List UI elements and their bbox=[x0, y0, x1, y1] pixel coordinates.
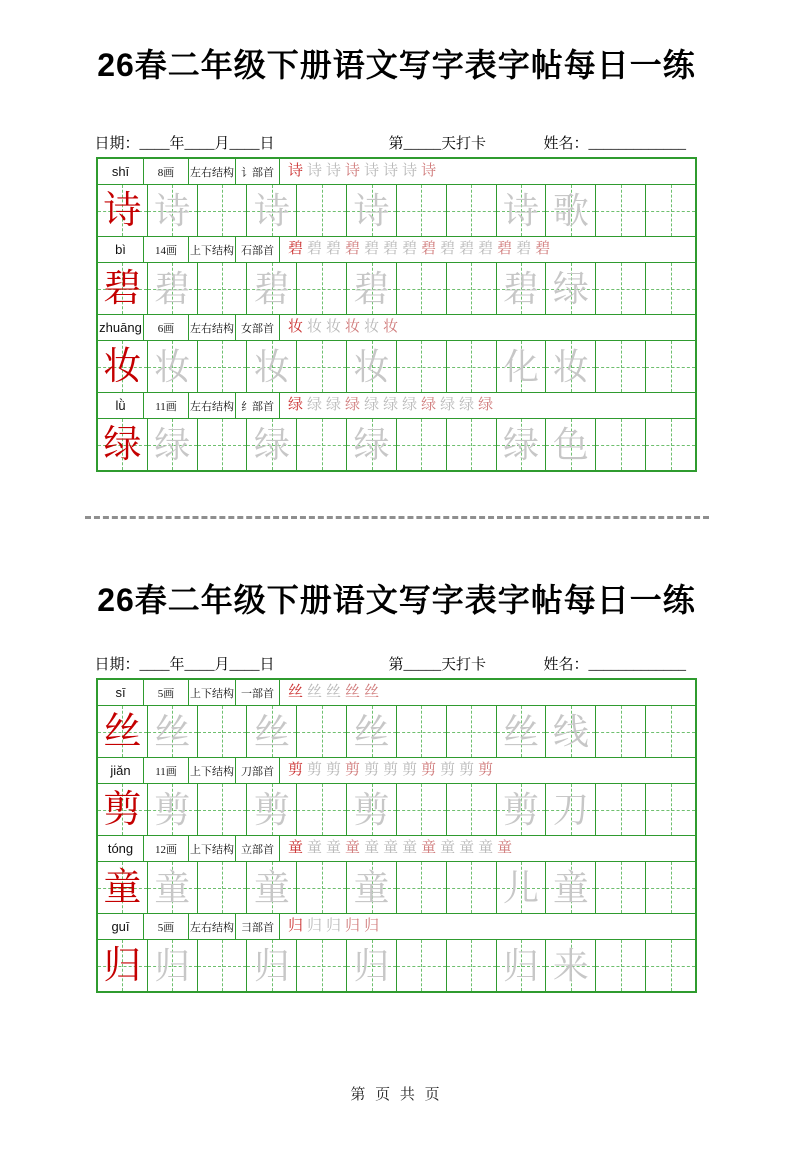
practice-cell bbox=[596, 419, 646, 470]
practice-cell bbox=[148, 263, 198, 314]
practice-cell bbox=[397, 341, 447, 392]
stroke-count-label: 12画 bbox=[144, 836, 189, 861]
character-info-row bbox=[98, 393, 695, 419]
practice-cell bbox=[397, 419, 447, 470]
main-character-cell bbox=[98, 862, 148, 913]
practice-cell bbox=[546, 263, 596, 314]
practice-cell bbox=[148, 341, 198, 392]
practice-cell bbox=[497, 862, 547, 913]
character-info-row bbox=[98, 836, 695, 862]
practice-cell bbox=[148, 862, 198, 913]
stroke-step-glyph: 童 bbox=[459, 840, 475, 856]
stroke-step-glyph: 童 bbox=[421, 840, 437, 856]
practice-cell bbox=[347, 784, 397, 835]
practice-cell bbox=[297, 341, 347, 392]
practice-cell bbox=[198, 185, 248, 236]
stroke-step-glyph: 剪 bbox=[345, 762, 361, 778]
practice-cell bbox=[198, 419, 248, 470]
stroke-step-glyph: 诗 bbox=[326, 163, 342, 179]
trace-character: 归 bbox=[154, 945, 191, 986]
stroke-step-glyph: 诗 bbox=[383, 163, 399, 179]
practice-cell bbox=[148, 419, 198, 470]
stroke-step-glyph: 剪 bbox=[459, 762, 475, 778]
practice-row bbox=[98, 341, 695, 393]
main-character-cell bbox=[98, 341, 148, 392]
stroke-step-glyph: 童 bbox=[497, 840, 513, 856]
stroke-step-glyph: 剪 bbox=[402, 762, 418, 778]
practice-cell bbox=[497, 263, 547, 314]
practice-cell bbox=[397, 185, 447, 236]
trace-character: 剪 bbox=[154, 789, 191, 830]
practice-cell bbox=[198, 263, 248, 314]
main-character: 童 bbox=[103, 866, 142, 909]
date-line bbox=[95, 653, 699, 675]
stroke-step-glyph: 诗 bbox=[345, 163, 361, 179]
structure-label: 左右结构 bbox=[189, 914, 236, 939]
stroke-order-sequence bbox=[280, 914, 695, 939]
stroke-step-glyph: 童 bbox=[440, 840, 456, 856]
stroke-step-glyph: 绿 bbox=[421, 397, 437, 413]
main-character-cell bbox=[98, 784, 148, 835]
practice-cell bbox=[447, 341, 497, 392]
stroke-count-label: 11画 bbox=[144, 393, 189, 418]
stroke-step-glyph: 剪 bbox=[478, 762, 494, 778]
trace-character: 妆 bbox=[552, 346, 589, 387]
practice-cell bbox=[546, 341, 596, 392]
practice-cell bbox=[447, 784, 497, 835]
practice-row bbox=[98, 940, 695, 991]
practice-cell bbox=[497, 341, 547, 392]
practice-row bbox=[98, 185, 695, 237]
structure-label: 上下结构 bbox=[189, 680, 236, 705]
practice-cell bbox=[247, 263, 297, 314]
practice-cell bbox=[198, 706, 248, 757]
practice-cell bbox=[397, 862, 447, 913]
character-info-row bbox=[98, 914, 695, 940]
practice-cell bbox=[247, 784, 297, 835]
practice-cell bbox=[646, 940, 695, 991]
writing-practice-table bbox=[96, 157, 697, 472]
practice-row bbox=[98, 263, 695, 315]
character-info-row bbox=[98, 315, 695, 341]
trace-character: 归 bbox=[353, 945, 390, 986]
main-character: 绿 bbox=[103, 423, 142, 466]
stroke-step-glyph: 碧 bbox=[459, 241, 475, 257]
stroke-step-glyph: 剪 bbox=[307, 762, 323, 778]
stroke-step-glyph: 丝 bbox=[326, 684, 342, 700]
practice-cell bbox=[347, 862, 397, 913]
stroke-step-glyph: 诗 bbox=[364, 163, 380, 179]
stroke-step-glyph: 诗 bbox=[307, 163, 323, 179]
structure-label: 上下结构 bbox=[189, 836, 236, 861]
writing-practice-table bbox=[96, 678, 697, 993]
trace-character: 妆 bbox=[154, 346, 191, 387]
stroke-step-glyph: 碧 bbox=[497, 241, 513, 257]
radical-label: 石部首 bbox=[236, 237, 280, 262]
practice-cell bbox=[497, 940, 547, 991]
trace-character: 童 bbox=[154, 867, 191, 908]
practice-cell bbox=[397, 706, 447, 757]
stroke-step-glyph: 绿 bbox=[383, 397, 399, 413]
pinyin-label: lǜ bbox=[98, 393, 144, 418]
trace-character: 妆 bbox=[353, 346, 390, 387]
pinyin-label: jiǎn bbox=[98, 758, 144, 783]
trace-character: 丝 bbox=[253, 711, 290, 752]
main-character-cell bbox=[98, 940, 148, 991]
trace-character: 碧 bbox=[253, 268, 290, 309]
practice-cell bbox=[546, 706, 596, 757]
trace-character: 童 bbox=[253, 867, 290, 908]
stroke-step-glyph: 丝 bbox=[345, 684, 361, 700]
practice-cell bbox=[198, 341, 248, 392]
stroke-step-glyph: 碧 bbox=[383, 241, 399, 257]
practice-cell bbox=[347, 706, 397, 757]
trace-character: 诗 bbox=[503, 190, 540, 231]
structure-label: 上下结构 bbox=[189, 237, 236, 262]
stroke-count-label: 11画 bbox=[144, 758, 189, 783]
practice-cell bbox=[148, 784, 198, 835]
character-info-row bbox=[98, 159, 695, 185]
trace-character: 诗 bbox=[353, 190, 390, 231]
trace-character: 绿 bbox=[253, 424, 290, 465]
stroke-step-glyph: 妆 bbox=[383, 319, 399, 335]
stroke-step-glyph: 丝 bbox=[288, 684, 304, 700]
stroke-step-glyph: 诗 bbox=[402, 163, 418, 179]
checkin-day-field: 第_____天打卡 bbox=[388, 657, 487, 673]
main-character: 剪 bbox=[103, 788, 142, 831]
stroke-step-glyph: 妆 bbox=[364, 319, 380, 335]
stroke-step-glyph: 妆 bbox=[326, 319, 342, 335]
trace-character: 童 bbox=[353, 867, 390, 908]
stroke-step-glyph: 碧 bbox=[478, 241, 494, 257]
trace-character: 碧 bbox=[154, 268, 191, 309]
stroke-step-glyph: 归 bbox=[326, 918, 342, 934]
practice-cell bbox=[347, 341, 397, 392]
practice-cell bbox=[297, 185, 347, 236]
character-info-row bbox=[98, 758, 695, 784]
stroke-step-glyph: 童 bbox=[307, 840, 323, 856]
trace-character: 童 bbox=[552, 867, 589, 908]
trace-character: 丝 bbox=[503, 711, 540, 752]
name-field: 姓名：_____________ bbox=[543, 136, 687, 152]
trace-character: 剪 bbox=[253, 789, 290, 830]
practice-cell bbox=[646, 706, 695, 757]
worksheet-page bbox=[0, 46, 793, 1168]
practice-cell bbox=[596, 263, 646, 314]
pinyin-label: zhuāng bbox=[98, 315, 144, 340]
character-info-row bbox=[98, 680, 695, 706]
stroke-step-glyph: 剪 bbox=[364, 762, 380, 778]
stroke-step-glyph: 绿 bbox=[478, 397, 494, 413]
pinyin-label: tóng bbox=[98, 836, 144, 861]
practice-cell bbox=[546, 784, 596, 835]
stroke-step-glyph: 妆 bbox=[307, 319, 323, 335]
stroke-step-glyph: 碧 bbox=[345, 241, 361, 257]
trace-character: 剪 bbox=[353, 789, 390, 830]
trace-character: 绿 bbox=[154, 424, 191, 465]
trace-character: 绿 bbox=[503, 424, 540, 465]
stroke-step-glyph: 绿 bbox=[402, 397, 418, 413]
practice-cell bbox=[646, 341, 695, 392]
stroke-order-sequence bbox=[280, 237, 695, 262]
stroke-step-glyph: 童 bbox=[478, 840, 494, 856]
practice-cell bbox=[247, 341, 297, 392]
trace-character: 儿 bbox=[503, 867, 540, 908]
main-character: 诗 bbox=[103, 189, 142, 232]
practice-cell bbox=[447, 862, 497, 913]
practice-cell bbox=[347, 419, 397, 470]
practice-cell bbox=[546, 185, 596, 236]
practice-cell bbox=[297, 940, 347, 991]
radical-label: 女部首 bbox=[236, 315, 280, 340]
stroke-step-glyph: 剪 bbox=[383, 762, 399, 778]
stroke-step-glyph: 童 bbox=[326, 840, 342, 856]
trace-character: 绿 bbox=[353, 424, 390, 465]
stroke-step-glyph: 剪 bbox=[288, 762, 304, 778]
practice-cell bbox=[646, 862, 695, 913]
main-character: 归 bbox=[103, 944, 142, 987]
stroke-step-glyph: 碧 bbox=[535, 241, 551, 257]
structure-label: 左右结构 bbox=[189, 159, 236, 184]
practice-cell bbox=[148, 940, 198, 991]
stroke-step-glyph: 绿 bbox=[364, 397, 380, 413]
date-field: 日期：____年____月____日 bbox=[94, 136, 275, 152]
practice-cell bbox=[447, 263, 497, 314]
practice-cell bbox=[546, 419, 596, 470]
practice-cell bbox=[596, 784, 646, 835]
practice-section-2 bbox=[0, 581, 793, 993]
stroke-step-glyph: 丝 bbox=[364, 684, 380, 700]
stroke-step-glyph: 剪 bbox=[421, 762, 437, 778]
stroke-count-label: 6画 bbox=[144, 315, 189, 340]
practice-cell bbox=[596, 940, 646, 991]
structure-label: 上下结构 bbox=[189, 758, 236, 783]
practice-cell bbox=[297, 419, 347, 470]
name-field: 姓名：_____________ bbox=[543, 657, 687, 673]
main-character-cell bbox=[98, 706, 148, 757]
date-field: 日期：____年____月____日 bbox=[94, 657, 275, 673]
stroke-step-glyph: 诗 bbox=[421, 163, 437, 179]
stroke-step-glyph: 童 bbox=[364, 840, 380, 856]
stroke-step-glyph: 童 bbox=[402, 840, 418, 856]
practice-cell bbox=[497, 784, 547, 835]
practice-cell bbox=[497, 419, 547, 470]
practice-row bbox=[98, 862, 695, 914]
trace-character: 归 bbox=[503, 945, 540, 986]
practice-cell bbox=[646, 419, 695, 470]
trace-character: 歌 bbox=[552, 190, 589, 231]
practice-cell bbox=[397, 784, 447, 835]
practice-cell bbox=[247, 862, 297, 913]
trace-character: 碧 bbox=[503, 268, 540, 309]
stroke-count-label: 5画 bbox=[144, 680, 189, 705]
trace-character: 色 bbox=[552, 424, 589, 465]
practice-cell bbox=[198, 784, 248, 835]
stroke-step-glyph: 绿 bbox=[459, 397, 475, 413]
main-character: 碧 bbox=[103, 267, 142, 310]
pinyin-label: bì bbox=[98, 237, 144, 262]
practice-cell bbox=[297, 263, 347, 314]
stroke-step-glyph: 碧 bbox=[288, 241, 304, 257]
pinyin-label: shī bbox=[98, 159, 144, 184]
stroke-step-glyph: 归 bbox=[288, 918, 304, 934]
radical-label: 彐部首 bbox=[236, 914, 280, 939]
stroke-step-glyph: 剪 bbox=[440, 762, 456, 778]
practice-cell bbox=[397, 263, 447, 314]
practice-cell bbox=[447, 419, 497, 470]
practice-cell bbox=[596, 862, 646, 913]
practice-cell bbox=[198, 862, 248, 913]
stroke-step-glyph: 丝 bbox=[307, 684, 323, 700]
radical-label: 讠部首 bbox=[236, 159, 280, 184]
practice-cell bbox=[297, 706, 347, 757]
main-character-cell bbox=[98, 263, 148, 314]
pinyin-label: sī bbox=[98, 680, 144, 705]
stroke-step-glyph: 碧 bbox=[326, 241, 342, 257]
practice-cell bbox=[247, 940, 297, 991]
stroke-step-glyph: 剪 bbox=[326, 762, 342, 778]
practice-cell bbox=[497, 706, 547, 757]
stroke-step-glyph: 归 bbox=[307, 918, 323, 934]
practice-cell bbox=[297, 784, 347, 835]
checkin-day-field: 第_____天打卡 bbox=[388, 136, 487, 152]
practice-cell bbox=[447, 706, 497, 757]
practice-cell bbox=[546, 862, 596, 913]
radical-label: 刀部首 bbox=[236, 758, 280, 783]
radical-label: 立部首 bbox=[236, 836, 280, 861]
practice-cell bbox=[447, 940, 497, 991]
trace-character: 来 bbox=[552, 945, 589, 986]
character-info-row bbox=[98, 237, 695, 263]
stroke-step-glyph: 童 bbox=[345, 840, 361, 856]
practice-cell bbox=[247, 185, 297, 236]
practice-cell bbox=[198, 940, 248, 991]
practice-row bbox=[98, 784, 695, 836]
practice-cell bbox=[646, 185, 695, 236]
practice-cell bbox=[447, 185, 497, 236]
trace-character: 妆 bbox=[253, 346, 290, 387]
section-separator bbox=[85, 516, 709, 519]
stroke-step-glyph: 碧 bbox=[516, 241, 532, 257]
radical-label: 纟部首 bbox=[236, 393, 280, 418]
stroke-count-label: 5画 bbox=[144, 914, 189, 939]
practice-cell bbox=[247, 419, 297, 470]
stroke-step-glyph: 碧 bbox=[402, 241, 418, 257]
stroke-step-glyph: 绿 bbox=[440, 397, 456, 413]
main-character: 丝 bbox=[103, 710, 142, 753]
stroke-step-glyph: 碧 bbox=[440, 241, 456, 257]
stroke-order-sequence bbox=[280, 159, 695, 184]
trace-character: 归 bbox=[253, 945, 290, 986]
stroke-step-glyph: 绿 bbox=[326, 397, 342, 413]
stroke-step-glyph: 绿 bbox=[288, 397, 304, 413]
trace-character: 诗 bbox=[154, 190, 191, 231]
trace-character: 碧 bbox=[353, 268, 390, 309]
practice-row bbox=[98, 706, 695, 758]
practice-cell bbox=[646, 784, 695, 835]
practice-cell bbox=[546, 940, 596, 991]
trace-character: 丝 bbox=[154, 711, 191, 752]
main-character-cell bbox=[98, 185, 148, 236]
radical-label: 一部首 bbox=[236, 680, 280, 705]
trace-character: 绿 bbox=[552, 268, 589, 309]
practice-cell bbox=[297, 862, 347, 913]
practice-cell bbox=[347, 185, 397, 236]
page-footer: 第 页 共 页 bbox=[350, 1087, 443, 1103]
pinyin-label: guī bbox=[98, 914, 144, 939]
stroke-step-glyph: 绿 bbox=[345, 397, 361, 413]
section-title: 26春二年级下册语文写字表字帖每日一练 bbox=[97, 47, 696, 83]
practice-cell bbox=[646, 263, 695, 314]
practice-cell bbox=[596, 706, 646, 757]
stroke-order-sequence bbox=[280, 836, 695, 861]
trace-character: 线 bbox=[552, 711, 589, 752]
stroke-count-label: 8画 bbox=[144, 159, 189, 184]
stroke-step-glyph: 童 bbox=[288, 840, 304, 856]
main-character-cell bbox=[98, 419, 148, 470]
structure-label: 左右结构 bbox=[189, 393, 236, 418]
stroke-step-glyph: 绿 bbox=[307, 397, 323, 413]
practice-cell bbox=[347, 263, 397, 314]
practice-cell bbox=[347, 940, 397, 991]
practice-cell bbox=[596, 341, 646, 392]
section-title: 26春二年级下册语文写字表字帖每日一练 bbox=[97, 582, 696, 618]
stroke-step-glyph: 童 bbox=[383, 840, 399, 856]
stroke-step-glyph: 碧 bbox=[364, 241, 380, 257]
stroke-step-glyph: 妆 bbox=[345, 319, 361, 335]
stroke-step-glyph: 妆 bbox=[288, 319, 304, 335]
trace-character: 化 bbox=[503, 346, 540, 387]
date-line bbox=[95, 132, 699, 154]
trace-character: 丝 bbox=[353, 711, 390, 752]
practice-cell bbox=[148, 185, 198, 236]
stroke-step-glyph: 归 bbox=[364, 918, 380, 934]
stroke-step-glyph: 归 bbox=[345, 918, 361, 934]
practice-row bbox=[98, 419, 695, 470]
trace-character: 诗 bbox=[253, 190, 290, 231]
practice-cell bbox=[596, 185, 646, 236]
structure-label: 左右结构 bbox=[189, 315, 236, 340]
stroke-step-glyph: 诗 bbox=[288, 163, 304, 179]
practice-section-1 bbox=[0, 46, 793, 472]
stroke-step-glyph: 碧 bbox=[307, 241, 323, 257]
stroke-order-sequence bbox=[280, 315, 695, 340]
practice-cell bbox=[397, 940, 447, 991]
stroke-order-sequence bbox=[280, 758, 695, 783]
trace-character: 剪 bbox=[503, 789, 540, 830]
stroke-order-sequence bbox=[280, 680, 695, 705]
trace-character: 刀 bbox=[552, 789, 589, 830]
main-character: 妆 bbox=[103, 345, 142, 388]
stroke-order-sequence bbox=[280, 393, 695, 418]
practice-cell bbox=[148, 706, 198, 757]
stroke-step-glyph: 碧 bbox=[421, 241, 437, 257]
stroke-count-label: 14画 bbox=[144, 237, 189, 262]
practice-cell bbox=[497, 185, 547, 236]
practice-cell bbox=[247, 706, 297, 757]
